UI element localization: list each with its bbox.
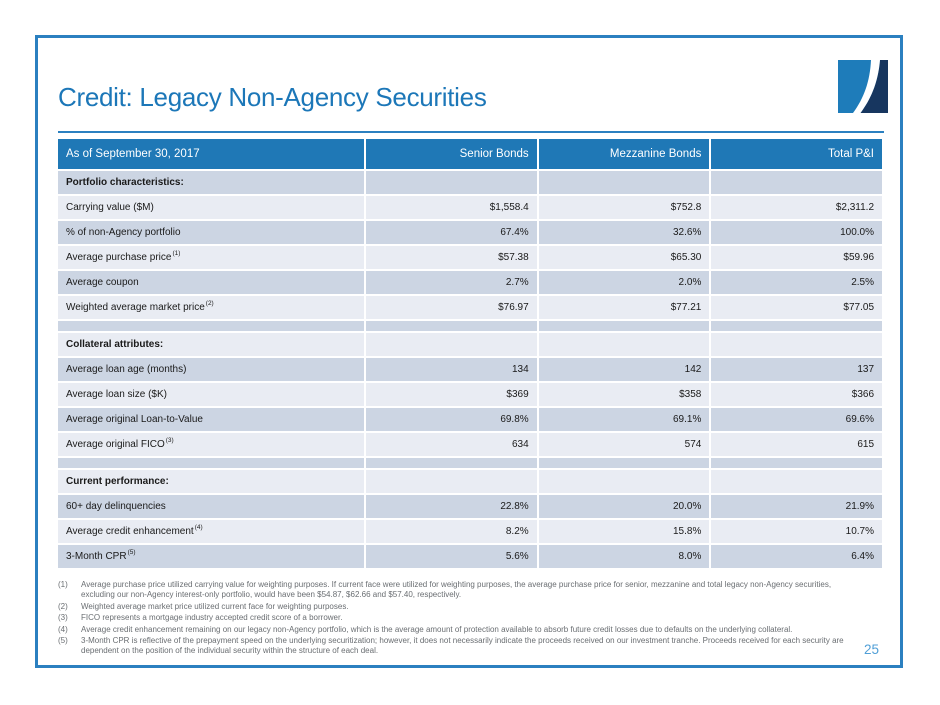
company-logo-icon — [838, 60, 888, 113]
page-number: 25 — [864, 642, 880, 657]
table-row — [58, 545, 882, 568]
cell-senior: $57.38 — [366, 246, 537, 269]
row-label: Current performance: — [58, 470, 364, 493]
cell-senior — [366, 470, 537, 493]
table-row-section — [58, 333, 882, 356]
table-row — [58, 196, 882, 219]
cell-senior — [366, 171, 537, 194]
footnote-item — [58, 625, 864, 635]
table-row — [58, 296, 882, 319]
cell-total: 137 — [711, 358, 882, 381]
cell-total: 100.0% — [711, 221, 882, 244]
row-label: 60+ day delinquencies — [58, 495, 364, 518]
footnote-ref: (1) — [172, 250, 181, 258]
spacer-cell — [58, 458, 364, 468]
spacer-cell — [711, 458, 882, 468]
footnote-text: Average purchase price utilized carrying value for weighting purposes. If current face were utilized for weighting purposes, the average purchase price for senior, mezzanine and total legacy non-Agency securities, excluding our non-Agency interest-only portfolio, would have been $54.87, $62.66 and $57.40, respectively. — [81, 580, 832, 600]
row-label: Carrying value ($M) — [58, 196, 364, 219]
securities-table — [58, 139, 882, 570]
footnote-text: Average credit enhancement remaining on our legacy non-Agency portfolio, which is the average amount of protection available to absorb future credit losses due to defaults on the underlying collateral. — [81, 624, 793, 634]
footnote-ref: (3) — [165, 437, 174, 445]
cell-senior: $369 — [366, 383, 537, 406]
cell-total: $366 — [711, 383, 882, 406]
row-label: Average original FICO $^{(3)}$ — [58, 433, 364, 456]
spacer-cell — [58, 321, 364, 331]
cell-total: 6.4% — [711, 545, 882, 568]
row-label: Average loan size ($K) — [58, 383, 364, 406]
cell-mezzanine — [539, 470, 710, 493]
table-row — [58, 383, 882, 406]
cell-mezzanine: 69.1% — [539, 408, 710, 431]
row-label: 3-Month CPR $^{(5)}$ — [58, 545, 364, 568]
cell-total: 2.5% — [711, 271, 882, 294]
cell-mezzanine: 20.0% — [539, 495, 710, 518]
cell-total — [711, 333, 882, 356]
table-row — [58, 358, 882, 381]
spacer-cell — [711, 321, 882, 331]
footnote-text: Weighted average market price utilized current face for weighting purposes. — [81, 601, 349, 611]
table-row-section — [58, 171, 882, 194]
page-title: Credit: Legacy Non-Agency Securities — [58, 82, 487, 112]
table-row — [58, 433, 882, 456]
footnote-item — [58, 613, 864, 623]
row-label: Average coupon — [58, 271, 364, 294]
cell-senior: 22.8% — [366, 495, 537, 518]
cell-mezzanine: $358 — [539, 383, 710, 406]
cell-senior: 67.4% — [366, 221, 537, 244]
table-row — [58, 246, 882, 269]
cell-senior — [366, 333, 537, 356]
row-label: Collateral attributes: — [58, 333, 364, 356]
footnote-ref: (5) — [127, 549, 136, 557]
cell-mezzanine: 8.0% — [539, 545, 710, 568]
footnote-marker: (5) — [58, 636, 68, 646]
cell-total: $77.05 — [711, 296, 882, 319]
row-label: Average credit enhancement $^{(4)}$ — [58, 520, 364, 543]
footnote-text: 3-Month CPR is reflective of the prepayment speed on the underlying securitization; however, it does not necessarily indicate the proceeds received on our investment tranche. Proceeds received for each security are dependent on the position of the individual security within the structure of each deal. — [81, 636, 844, 656]
row-label: % of non-Agency portfolio — [58, 221, 364, 244]
cell-total: 615 — [711, 433, 882, 456]
footnote-marker: (3) — [58, 613, 68, 623]
cell-senior: 5.6% — [366, 545, 537, 568]
cell-mezzanine: 574 — [539, 433, 710, 456]
spacer-cell — [539, 458, 710, 468]
cell-senior: $1,558.4 — [366, 196, 537, 219]
cell-mezzanine: $77.21 — [539, 296, 710, 319]
spacer-cell — [539, 321, 710, 331]
cell-total — [711, 171, 882, 194]
cell-total: 69.6% — [711, 408, 882, 431]
footnote-item — [58, 580, 864, 601]
footnote-text: FICO represents a mortgage industry accepted credit score of a borrower. — [81, 613, 343, 623]
footnote-ref: (4) — [194, 524, 203, 532]
cell-total: $2,311.2 — [711, 196, 882, 219]
cell-senior: 134 — [366, 358, 537, 381]
table-header-as-of-date: As of September 30, 2017 — [58, 139, 364, 169]
row-label: Average original Loan-to-Value — [58, 408, 364, 431]
spacer-cell — [366, 458, 537, 468]
cell-senior: $76.97 — [366, 296, 537, 319]
cell-mezzanine — [539, 333, 710, 356]
table-header-mezzanine-bonds: Mezzanine Bonds — [539, 139, 710, 169]
table-header-senior-bonds: Senior Bonds — [366, 139, 537, 169]
cell-senior: 2.7% — [366, 271, 537, 294]
table-row — [58, 495, 882, 518]
footnote-item — [58, 636, 864, 657]
row-label: Weighted average market price $^{(2)}$ — [58, 296, 364, 319]
spacer-cell — [366, 321, 537, 331]
row-label: Average purchase price $^{(1)}$ — [58, 246, 364, 269]
table-header-total-pi: Total P&I — [711, 139, 882, 169]
row-label: Portfolio characteristics: — [58, 171, 364, 194]
table-header-row — [58, 139, 882, 169]
table-row — [58, 408, 882, 431]
cell-senior: 69.8% — [366, 408, 537, 431]
cell-mezzanine — [539, 171, 710, 194]
footnote-marker: (1) — [58, 580, 68, 589]
cell-total — [711, 470, 882, 493]
cell-mezzanine: 32.6% — [539, 221, 710, 244]
footnotes-list — [58, 580, 864, 658]
cell-total: 10.7% — [711, 520, 882, 543]
table-row-spacer — [58, 321, 882, 331]
footnote-marker: (4) — [58, 624, 68, 634]
cell-mezzanine: 15.8% — [539, 520, 710, 543]
table-row — [58, 221, 882, 244]
footnote-marker: (2) — [58, 601, 68, 611]
cell-senior: 8.2% — [366, 520, 537, 543]
table-row-spacer — [58, 458, 882, 468]
cell-mezzanine: $65.30 — [539, 246, 710, 269]
cell-mezzanine: $752.8 — [539, 196, 710, 219]
table-row-section — [58, 470, 882, 493]
footnote-item — [58, 602, 864, 612]
cell-senior: 634 — [366, 433, 537, 456]
title-underline — [58, 131, 884, 133]
cell-mezzanine: 2.0% — [539, 271, 710, 294]
footnote-ref: (2) — [205, 300, 214, 308]
cell-total: 21.9% — [711, 495, 882, 518]
table-row — [58, 520, 882, 543]
row-label: Average loan age (months) — [58, 358, 364, 381]
table-row — [58, 271, 882, 294]
cell-total: $59.96 — [711, 246, 882, 269]
cell-mezzanine: 142 — [539, 358, 710, 381]
